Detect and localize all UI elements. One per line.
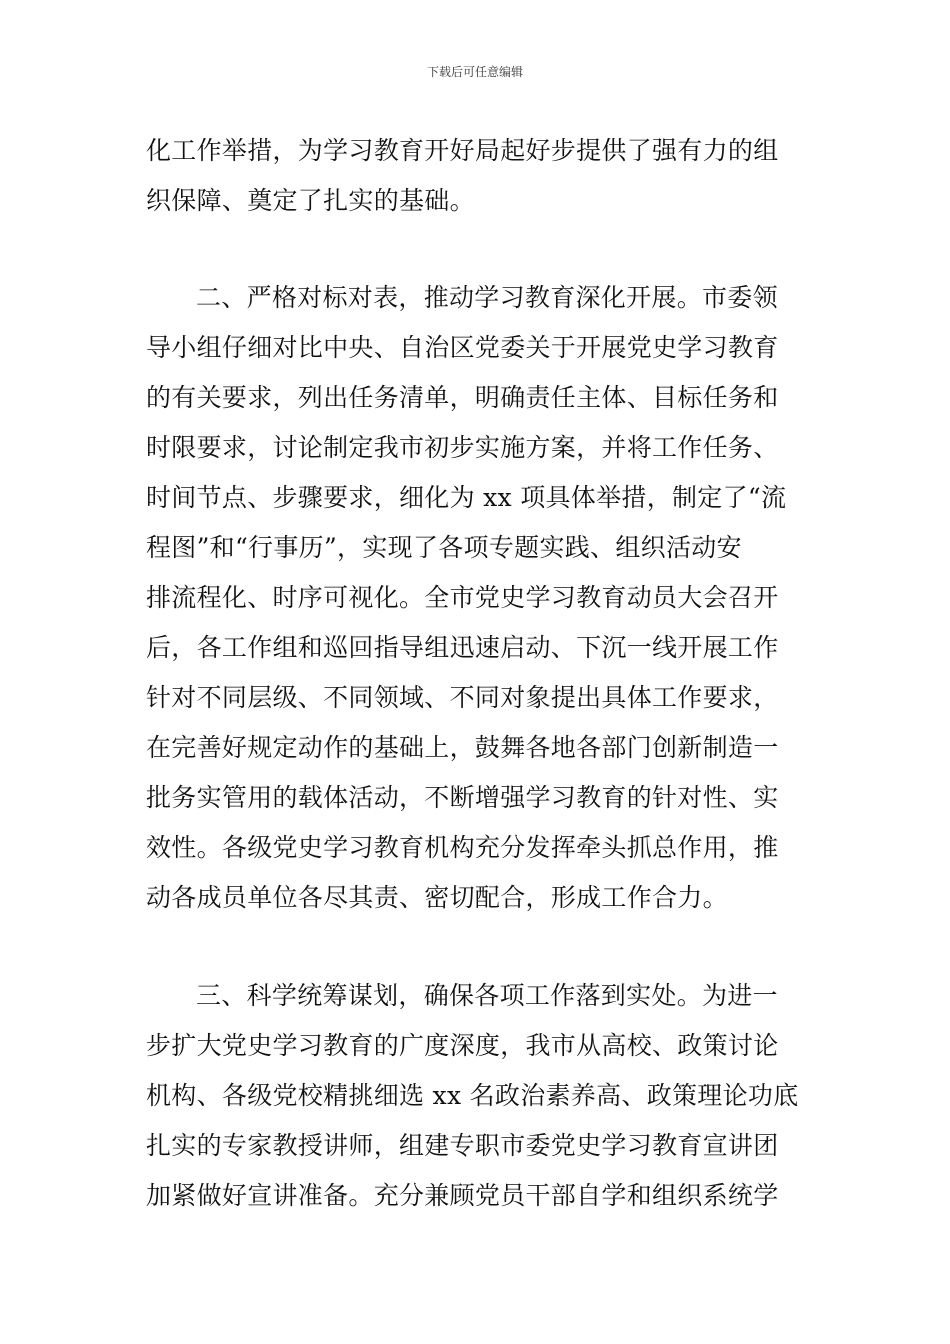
paragraph-3-line-3: 机构、各级党校精挑细选 xx 名政治素养高、政策理论功底 [146, 1081, 799, 1110]
paragraph-1-line-2: 织保障、奠定了扎实的基础。 [146, 186, 475, 215]
paragraph-3-line-4: 扎实的专家教授讲师，组建专职市委党史学习教育宣讲团 [146, 1131, 779, 1160]
paragraph-2-line-12: 效性。各级党史学习教育机构充分发挥牵头抓总作用，推 [146, 833, 779, 862]
paragraph-2-line-1: 二、严格对标对表，推动学习教育深化开展。市委领 [196, 283, 778, 312]
paragraph-2-line-13: 动各成员单位各尽其责、密切配合，形成工作合力。 [146, 883, 728, 912]
paragraph-2-line-3: 的有关要求，列出任务清单，明确责任主体、目标任务和 [146, 383, 779, 412]
paragraph-3-line-5: 加紧做好宣讲准备。充分兼顾党员干部自学和组织系统学 [146, 1181, 779, 1210]
paragraph-1-line-1: 化工作举措，为学习教育开好局起好步提供了强有力的组 [146, 136, 779, 165]
paragraph-2-line-2: 导小组仔细对比中央、自治区党委关于开展党史学习教育 [146, 333, 779, 362]
paragraph-2-line-5: 时间节点、步骤要求，细化为 xx 项具体举措，制定了“流 [146, 483, 787, 512]
paragraph-2-line-4: 时限要求，讨论制定我市初步实施方案，并将工作任务、 [146, 433, 779, 462]
paragraph-2-line-8: 后，各工作组和巡回指导组迅速启动、下沉一线开展工作 [146, 633, 779, 662]
paragraph-2-line-6: 程图”和“行事历”，实现了各项专题实践、组织活动安 [146, 533, 742, 562]
paragraph-2-line-7: 排流程化、时序可视化。全市党史学习教育动员大会召开 [146, 583, 779, 612]
page-header: 下载后可任意编辑 [426, 65, 523, 79]
paragraph-3-line-1: 三、科学统筹谋划，确保各项工作落到实处。为进一 [196, 981, 778, 1010]
paragraph-3-line-2: 步扩大党史学习教育的广度深度，我市从高校、政策讨论 [146, 1031, 779, 1060]
paragraph-2-line-9: 针对不同层级、不同领域、不同对象提出具体工作要求， [146, 683, 779, 712]
paragraph-2-line-11: 批务实管用的载体活动，不断增强学习教育的针对性、实 [146, 783, 779, 812]
paragraph-2-line-10: 在完善好规定动作的基础上，鼓舞各地各部门创新制造一 [146, 733, 779, 762]
